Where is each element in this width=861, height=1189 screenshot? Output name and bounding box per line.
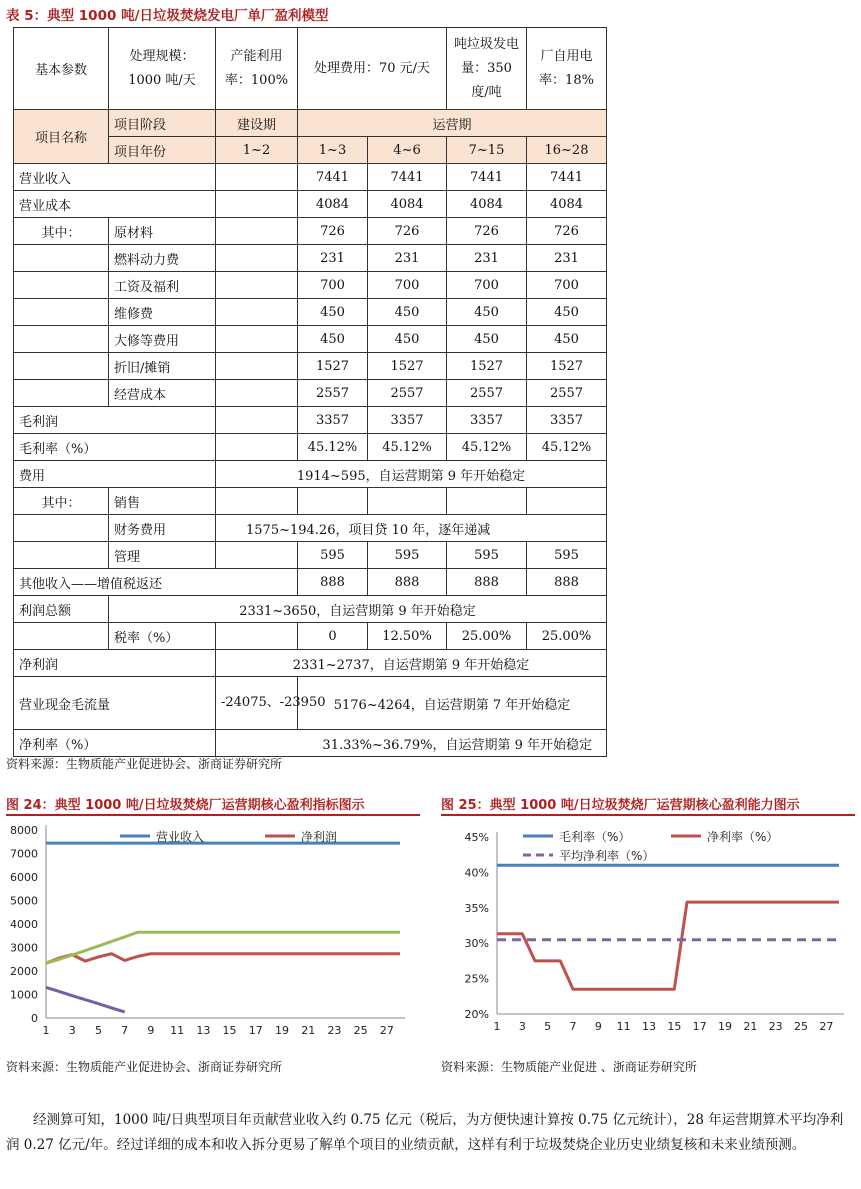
row-label: 净利润 xyxy=(14,650,216,677)
cell: 3357 xyxy=(447,407,527,434)
row-label: 经营成本 xyxy=(109,380,216,407)
table-row xyxy=(14,650,607,677)
x-tick-label: 7 xyxy=(569,1020,577,1033)
cashflow-construction: -24075、-23950 xyxy=(216,677,298,730)
span-note: 2331~3650，自运营期第 9 年开始稳定 xyxy=(109,596,607,623)
legend-label: 净利润 xyxy=(301,830,338,844)
x-tick-label: 27 xyxy=(819,1020,834,1033)
cell: 888 xyxy=(527,569,607,596)
cell: 595 xyxy=(527,542,607,569)
cell: 3357 xyxy=(527,407,607,434)
table-row xyxy=(14,461,607,488)
cell: 231 xyxy=(298,245,368,272)
cell: 450 xyxy=(447,299,527,326)
table-source: 资料来源：生物质能产业促进协会、浙商证券研究所 xyxy=(6,757,283,771)
fig25-rule xyxy=(441,814,855,816)
cell: 7441 xyxy=(447,164,527,191)
params-label: 基本参数 xyxy=(14,28,109,110)
cell: 231 xyxy=(447,245,527,272)
table-row xyxy=(14,677,607,730)
row-label: 费用 xyxy=(14,461,216,488)
year-cell: 16~28 xyxy=(527,137,607,164)
cell: 7441 xyxy=(298,164,368,191)
cell: 888 xyxy=(298,569,368,596)
y-tick-label: 0 xyxy=(31,1012,38,1025)
table-row xyxy=(14,730,607,757)
fig24-title: 图 24：典型 1000 吨/日垃圾焚烧厂运营期核心盈利指标图示 xyxy=(6,798,365,813)
legend-label: 净利率（%） xyxy=(707,830,779,844)
body-paragraph: 经测算可知，1000 吨/日典型项目年贡献营业收入约 0.75 亿元（税后，为方便快速计算按 0.75 亿元统计），28 年运营期算术平均净利润 0.27 亿元/年。经过详细的成本和收入拆分更易了解单个项目的业绩贡献，这样有利于垃圾焚烧企业历史业绩复核和未来业绩预测。 xyxy=(6,1112,844,1153)
legend-label: 平均净利率（%） xyxy=(559,849,655,863)
table-row xyxy=(14,434,607,461)
row-label: 营业成本 xyxy=(14,191,216,218)
table-row xyxy=(14,164,607,191)
fig24-source: 资料来源：生物质能产业促进协会、浙商证券研究所 xyxy=(6,1060,283,1074)
table-title: 表 5：典型 1000 吨/日垃圾焚烧发电厂单厂盈利模型 xyxy=(6,8,329,24)
cell: 595 xyxy=(368,542,447,569)
span-note: 2331~2737，自运营期第 9 年开始稳定 xyxy=(216,650,607,677)
span-note: 5176~4264，自运营期第 7 年开始稳定 xyxy=(298,677,607,730)
year-cell: 7~15 xyxy=(447,137,527,164)
of-which-label: 其中： xyxy=(14,488,109,515)
cell: 1527 xyxy=(527,353,607,380)
y-tick-label: 6000 xyxy=(10,871,38,884)
table-row xyxy=(14,245,607,272)
cell: 726 xyxy=(368,218,447,245)
row-label: 营业收入 xyxy=(14,164,216,191)
cell: 700 xyxy=(447,272,527,299)
x-tick-label: 23 xyxy=(768,1020,783,1033)
cell: 450 xyxy=(298,299,368,326)
y-tick-label: 20% xyxy=(464,1008,489,1021)
y-tick-label: 30% xyxy=(464,937,489,951)
row-label: 毛利润 xyxy=(14,407,216,434)
cell: 1527 xyxy=(447,353,527,380)
x-tick-label: 17 xyxy=(248,1024,263,1037)
cell: 4084 xyxy=(527,191,607,218)
x-tick-label: 11 xyxy=(170,1024,185,1037)
y-tick-label: 2000 xyxy=(10,965,38,978)
fig25-source: 资料来源：生物质能产业促进 、浙商证券研究所 xyxy=(441,1060,697,1074)
row-label: 利润总额 xyxy=(14,596,109,623)
row-label: 营业现金毛流量 xyxy=(14,677,216,730)
y-tick-label: 45% xyxy=(464,831,489,844)
x-tick-label: 19 xyxy=(718,1020,732,1033)
x-tick-label: 9 xyxy=(594,1020,602,1033)
table-row xyxy=(14,542,607,569)
table-row xyxy=(14,515,607,542)
series-line-1 xyxy=(497,902,839,989)
header-year: 项目年份 xyxy=(109,137,216,164)
fig25-title: 图 25：典型 1000 吨/日垃圾焚烧厂运营期核心盈利能力图示 xyxy=(441,798,800,813)
param-utilization: 产能利用率：100% xyxy=(216,28,298,110)
cell: 450 xyxy=(368,299,447,326)
legend-label: 营业收入 xyxy=(156,830,205,844)
y-tick-label: 4000 xyxy=(10,918,38,931)
table-row xyxy=(14,272,607,299)
x-tick-label: 3 xyxy=(518,1020,526,1033)
cell: 12.50% xyxy=(368,623,447,650)
cell: 700 xyxy=(298,272,368,299)
x-tick-label: 7 xyxy=(121,1024,129,1037)
fig24-chart xyxy=(0,818,416,1050)
header-operation: 运营期 xyxy=(298,110,607,137)
row-label: 净利率（%） xyxy=(14,730,216,757)
row-label: 大修等费用 xyxy=(109,326,216,353)
year-cell: 1~3 xyxy=(298,137,368,164)
row-label: 维修费 xyxy=(109,299,216,326)
x-tick-label: 27 xyxy=(379,1024,394,1037)
cell: 7441 xyxy=(368,164,447,191)
fig25-chart xyxy=(441,818,855,1050)
x-tick-label: 9 xyxy=(147,1024,155,1037)
x-tick-label: 5 xyxy=(544,1020,552,1033)
table-row xyxy=(14,218,607,245)
y-tick-label: 25% xyxy=(464,972,489,986)
fig24-rule xyxy=(6,814,420,816)
row-label: 财务费用 xyxy=(109,515,216,542)
x-tick-label: 17 xyxy=(692,1020,707,1033)
table-row xyxy=(14,569,607,596)
year-cell: 4~6 xyxy=(368,137,447,164)
cell: 4084 xyxy=(447,191,527,218)
cell: 450 xyxy=(298,326,368,353)
x-tick-label: 21 xyxy=(743,1020,758,1033)
table-row xyxy=(14,488,607,515)
cell: 0 xyxy=(298,623,368,650)
x-tick-label: 19 xyxy=(275,1024,289,1037)
cell: 45.12% xyxy=(298,434,368,461)
x-tick-label: 1 xyxy=(42,1024,50,1037)
header-construction: 建设期 xyxy=(216,110,298,137)
cell: 231 xyxy=(527,245,607,272)
header-item-name: 项目名称 xyxy=(14,110,109,164)
param-scale: 处理规模：1000 吨/天 xyxy=(109,28,216,110)
cell: 450 xyxy=(527,326,607,353)
cell: 4084 xyxy=(368,191,447,218)
span-note: 1575~194.26，项目贷 10 年，逐年递减 xyxy=(216,515,607,542)
x-tick-label: 25 xyxy=(353,1024,368,1037)
row-label: 销售 xyxy=(109,488,216,515)
cell: 450 xyxy=(527,299,607,326)
x-tick-label: 1 xyxy=(493,1020,501,1033)
cell: 45.12% xyxy=(368,434,447,461)
of-which-label: 其中： xyxy=(14,218,109,245)
cell: 726 xyxy=(447,218,527,245)
cell: 888 xyxy=(368,569,447,596)
row-label: 工资及福利 xyxy=(109,272,216,299)
cell: 888 xyxy=(447,569,527,596)
x-tick-label: 23 xyxy=(327,1024,342,1037)
y-tick-label: 3000 xyxy=(10,941,38,955)
param-selfuse: 厂自用电率：18% xyxy=(527,28,607,110)
row-label: 折旧/摊销 xyxy=(109,353,216,380)
y-tick-label: 40% xyxy=(464,866,489,880)
param-power: 吨垃圾发电量：350 度/吨 xyxy=(447,28,527,110)
cell: 726 xyxy=(298,218,368,245)
series-line-1 xyxy=(46,954,400,964)
series-line-2 xyxy=(46,932,400,963)
table-row xyxy=(14,191,607,218)
y-tick-label: 5000 xyxy=(10,894,38,908)
span-note: 1914~595，自运营期第 9 年开始稳定 xyxy=(216,461,607,488)
row-label: 管理 xyxy=(109,542,216,569)
cell: 1527 xyxy=(368,353,447,380)
header-stage: 项目阶段 xyxy=(109,110,216,137)
x-tick-label: 13 xyxy=(196,1024,211,1037)
span-note: 31.33%~36.79%，自运营期第 9 年开始稳定 xyxy=(216,730,607,757)
series-line-3 xyxy=(46,987,125,1012)
cell: 2557 xyxy=(368,380,447,407)
cell: 2557 xyxy=(447,380,527,407)
cell: 25.00% xyxy=(447,623,527,650)
profit-model-table xyxy=(13,27,607,757)
table-row xyxy=(14,623,607,650)
x-tick-label: 13 xyxy=(642,1020,656,1033)
table-row xyxy=(14,299,607,326)
table-row xyxy=(14,353,607,380)
year-cell: 1~2 xyxy=(216,137,298,164)
x-tick-label: 21 xyxy=(301,1024,316,1037)
cell: 1527 xyxy=(298,353,368,380)
cell: 2557 xyxy=(298,380,368,407)
y-tick-label: 7000 xyxy=(10,847,38,861)
cell: 700 xyxy=(368,272,447,299)
cell: 450 xyxy=(447,326,527,353)
legend-label: 毛利率（%） xyxy=(559,830,631,844)
x-tick-label: 11 xyxy=(616,1020,631,1033)
cell: 700 xyxy=(527,272,607,299)
row-label: 税率（%） xyxy=(109,623,216,650)
table-row xyxy=(14,596,607,623)
cell: 45.12% xyxy=(447,434,527,461)
cell: 45.12% xyxy=(527,434,607,461)
row-label: 其他收入——增值税返还 xyxy=(14,569,298,596)
cell: 231 xyxy=(368,245,447,272)
row-label: 原材料 xyxy=(109,218,216,245)
cell: 4084 xyxy=(298,191,368,218)
cell: 726 xyxy=(527,218,607,245)
cell: 3357 xyxy=(368,407,447,434)
row-label: 燃料动力费 xyxy=(109,245,216,272)
cell: 25.00% xyxy=(527,623,607,650)
table-row xyxy=(14,380,607,407)
cell: 450 xyxy=(368,326,447,353)
table-row xyxy=(14,407,607,434)
row-label: 毛利率（%） xyxy=(14,434,216,461)
x-tick-label: 25 xyxy=(794,1020,808,1033)
y-tick-label: 1000 xyxy=(10,988,38,1002)
x-tick-label: 3 xyxy=(68,1024,76,1037)
param-fee: 处理费用：70 元/天 xyxy=(298,28,447,110)
cell: 595 xyxy=(298,542,368,569)
y-tick-label: 8000 xyxy=(10,824,38,837)
cell: 595 xyxy=(447,542,527,569)
table-row xyxy=(14,326,607,353)
cell: 2557 xyxy=(527,380,607,407)
x-tick-label: 15 xyxy=(667,1020,682,1033)
x-tick-label: 15 xyxy=(222,1024,237,1037)
cell: 7441 xyxy=(527,164,607,191)
cell: 3357 xyxy=(298,407,368,434)
x-tick-label: 5 xyxy=(94,1024,102,1037)
y-tick-label: 35% xyxy=(464,901,489,915)
